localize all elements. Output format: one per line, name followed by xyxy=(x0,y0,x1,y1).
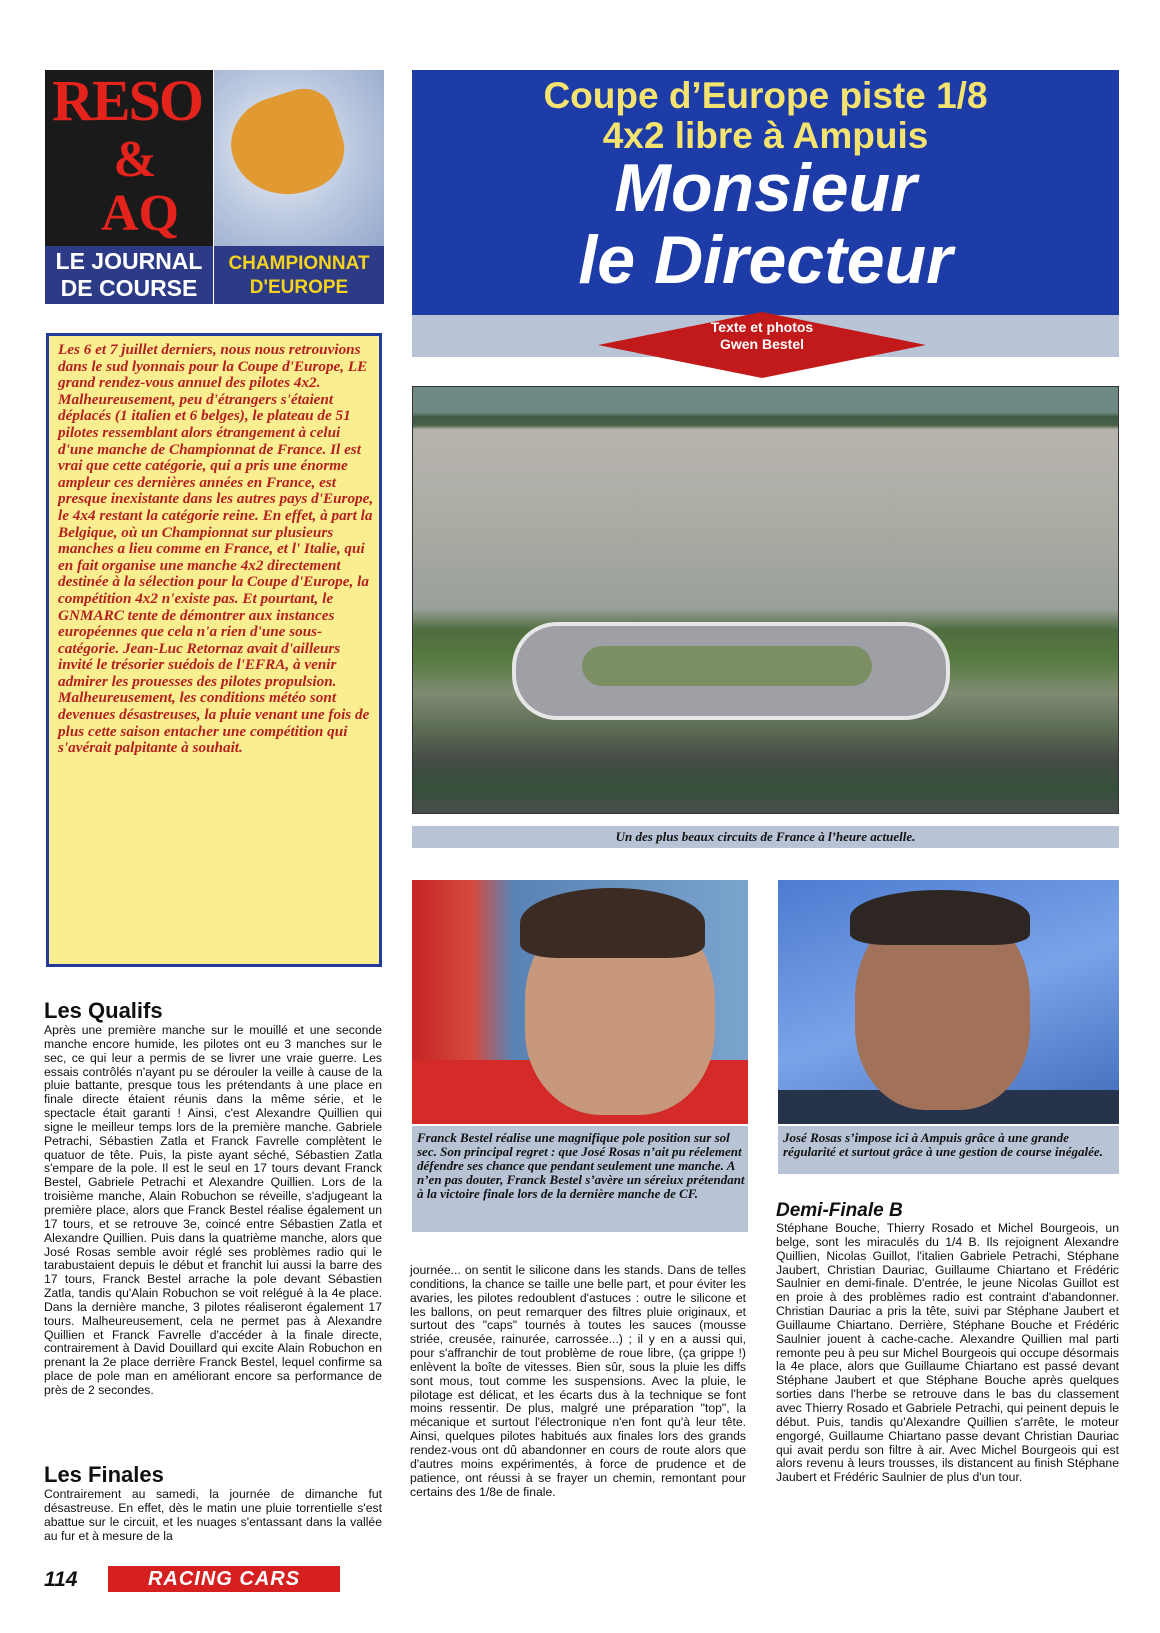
kicker-line2: 4x2 libre à Ampuis xyxy=(602,115,929,156)
logo-aq: AQ xyxy=(101,185,179,242)
qualifs-text: Après une première manche sur le mouillé et une seconde manche encore humide, les pilotes ont eu 3 manches sur le sec, ce qui leur a permis de se livrer une vraie guerre. Les essais contrôlés n'ayant pu se dérouler la veille à cause de la pluie battante, presque tous les prétendants à une place en finale directe étaient réunis dans la même série, et le spectacle était garanti ! Ainsi, c'est Alexandre Quillien qui signe le meilleur temps lors de la première manche. Gabriele Petrachi, Sébastien Zatla et Franck Favrelle complètent le quatuor de tête. Puis, la piste ayant séché, Sébastien Zatla s'empare de la pole. Il est le seul en 17 tours devant Franck Bestel, Gabriele Petrachi et Alexandre Quillien. Lors de la troisième manche, Alain Robuchon se réveille, s'adjugeant la première place, alors que Franck Bestel réalise également un 17 tours, et se retrouve 3e, coincé entre Sébastien Zatla et Alexandre Quillien. Puis dans la quatrième manche, alors que José Rosas semble avoir réglé ses problèmes radio qui le tarabustaient depuis le début et franchit lui aussi la barre des 17 tours, Franck Bestel arrache la pole devant Sébastien Zatla, tandis qu'Alain Robuchon se voit relégué à la 4e place. Dans la dernière manche, 3 pilotes réaliseront également 17 tours. Malheureusement, cela ne permet pas à Alexandre Quillien et Franck Favrelle d'accéder à la finale directe, contrairement à David Douillard qui excite Alain Robuchon en prenant la 2e place derrière Franck Bestel, lequel confirme sa place de pole man en améliorant encore sa performance de près de 2 secondes. xyxy=(44,1023,382,1397)
logo-ampersand: & xyxy=(113,131,157,188)
kicker-line1: Coupe d’Europe piste 1/8 xyxy=(543,75,988,116)
headline-line2: le Directeur xyxy=(578,222,953,298)
track-photo-caption: Un des plus beaux circuits de France à l’heure actuelle. xyxy=(412,826,1119,848)
logo-journal-line1: LE JOURNAL xyxy=(55,248,203,274)
finales-text: Contrairement au samedi, la journée de dimanche fut désastreuse. En effet, dès le matin une pluie torrentielle s'est abattue sur le circuit, et les nuages s'entassant dans la vallée au fur et à mesure de la xyxy=(44,1487,382,1543)
intro-text: Les 6 et 7 juillet derniers, nous nous retrouvions dans le sud lyonnais pour la Coupe d'Europe, LE grand rendez-vous annuel des pilotes 4x2. Malheureusement, peu d'étrangers s'étaient déplacés (1 italien et 6 belges), le plateau de 51 pilotes ressemblant alors étrangement à celui d'une manche de Championnat de France. Il est vrai que cette catégorie, qui a pris une énorme ampleur ces dernières années en France, est presque inexistante dans les autres pays d'Europe, le 4x4 restant la catégorie reine. En effet, à part la Belgique, où un Championnat sur plusieurs manches a lieu comme en France, et l' Italie, qui en fait organise une manche 4x2 directement destinée à la sélection pour la Coupe d'Europe, la compétition 4x2 n'existe pas. Et pourtant, le GNMARC tente de démontrer aux instances européennes que cela n'a rien d'une sous-catégorie. Jean-Luc Retornaz avait d'ailleurs invité le trésorier suédois de l'EFRA, à venir admirer les prouesses des pilotes propulsion. Malheureusement, les conditions météo sont devenues désastreuses, la pluie venant une fois de plus cette saison entacher une compétition qui s'avérait palpitante à souhait. xyxy=(58,341,374,757)
logo-journal-de-course xyxy=(45,246,213,304)
championnat-label xyxy=(214,246,384,304)
finales-heading: Les Finales xyxy=(44,1462,164,1487)
credit-line1: Texte et photos xyxy=(710,319,814,335)
magazine-logo: RACING CARS xyxy=(108,1566,340,1592)
logo-reso: RESO xyxy=(52,68,202,133)
jose-hair xyxy=(850,890,1030,945)
champ-line2: D'EUROPE xyxy=(249,277,349,298)
headline-line1: Monsieur xyxy=(614,150,917,226)
track-photo-infield xyxy=(582,646,872,686)
franck-caption: Franck Bestel réalise une magnifique pole position sur sol sec. Son principal regret : que José Rosas n’ait pu réelement défendre ses chance que pendant seulement une manche. A n’en pas douter, Franck Bestel s’avère un séreiux prétendant à la victoire finale lors de la dernière manche de CF. xyxy=(417,1130,745,1201)
demi-finale-text: Stéphane Bouche, Thierry Rosado et Michel Bourgeois, un belge, sont les miraculés du 1/4 B. Ils rejoignent Alexandre Quillien, Nicolas Guillot, l'italien Gabriele Petrachi, Stéphane Jaubert, Christian Dauriac, Guillaume Chiartano et Frédéric Saulnier en demi-finale. D'entrée, le jeune Nicolas Guillot est en proie à des problèmes radio est contraint d'abandonner. Christian Dauriac a pris la tête, suivi par Stéphane Jaubert et Guillaume Chiartano. Derrière, Stéphane Bouche et Frédéric Saulnier jouent à cache-cache. Alexandre Quillien mal parti remonte peu à peu sur Michel Bourgeois qui occupe désormais la 4e place, alors que Guillaume Chiartano est passé devant Stéphane Jaubert et que Stéphane Bouche après quelques sorties dans l'herbe se retrouve dans le bas du classement avec Thierry Rosado et Gabriele Petrachi, qui peinent depuis le début. Puis, tandis qu'Alexandre Quillien s'arrête, le moteur engorgé, Guillaume Chiartano passe devant Christian Dauriac qui avait perdu son filtre à air. Avec Michel Bourgeois qui est alors revenu à leurs trousses, ils distancent au finish Stéphane Jaubert et Frédéric Saulnier de plus d'un tour. xyxy=(776,1221,1119,1485)
demi-finale-heading: Demi-Finale B xyxy=(776,1200,903,1221)
champ-line1: CHAMPIONNAT xyxy=(228,253,370,274)
author-credit xyxy=(660,319,864,353)
page-number: 114 xyxy=(44,1568,78,1591)
qualifs-heading: Les Qualifs xyxy=(44,998,163,1023)
jose-caption: José Rosas s’impose ici à Ampuis grâce à une grande régularité et surtout grâce à une gestion de course inégalée. xyxy=(783,1130,1103,1159)
franck-hair xyxy=(520,888,705,958)
finales-continued-text: journée... on sentit le silicone dans les stands. Dans de telles conditions, la chance se taille une belle part, et pour éviter les avaries, les pilotes redoublent d'astuces : outre le silicone et les ballons, on peut remarquer des filtres pluie originaux, et surtout des "caps" tournés à toutes les sauces (mousse striée, creusée, rainurée, carrossée...) ; il y en a aussi qui, pour s'affranchir de tout problème de roue libre, (ça grippe !) enlèvent la boîte de vitesses. Bien sûr, sous la pluie les diffs sont mous, tout comme les suspensions. Avec la pluie, le pilotage est délicat, et les écarts dus à la technique se font moins ressentir. De plus, malgré une préparation "top", la mécanique et surtout l'électronique n'en font qu'à leur tête. Ainsi, quelques pilotes habitués aux finales lors des grands rendez-vous ont dû abandonner en cours de route alors que d'autres moins expérimentés, à force de prudence et de patience, ont réussi à se frayer un chemin, remontant pour certains des 1/8e de finale. xyxy=(410,1263,746,1499)
credit-line2: Gwen Bestel xyxy=(719,336,805,352)
logo-journal-line2: DE COURSE xyxy=(60,275,198,301)
track-photo xyxy=(412,386,1119,814)
